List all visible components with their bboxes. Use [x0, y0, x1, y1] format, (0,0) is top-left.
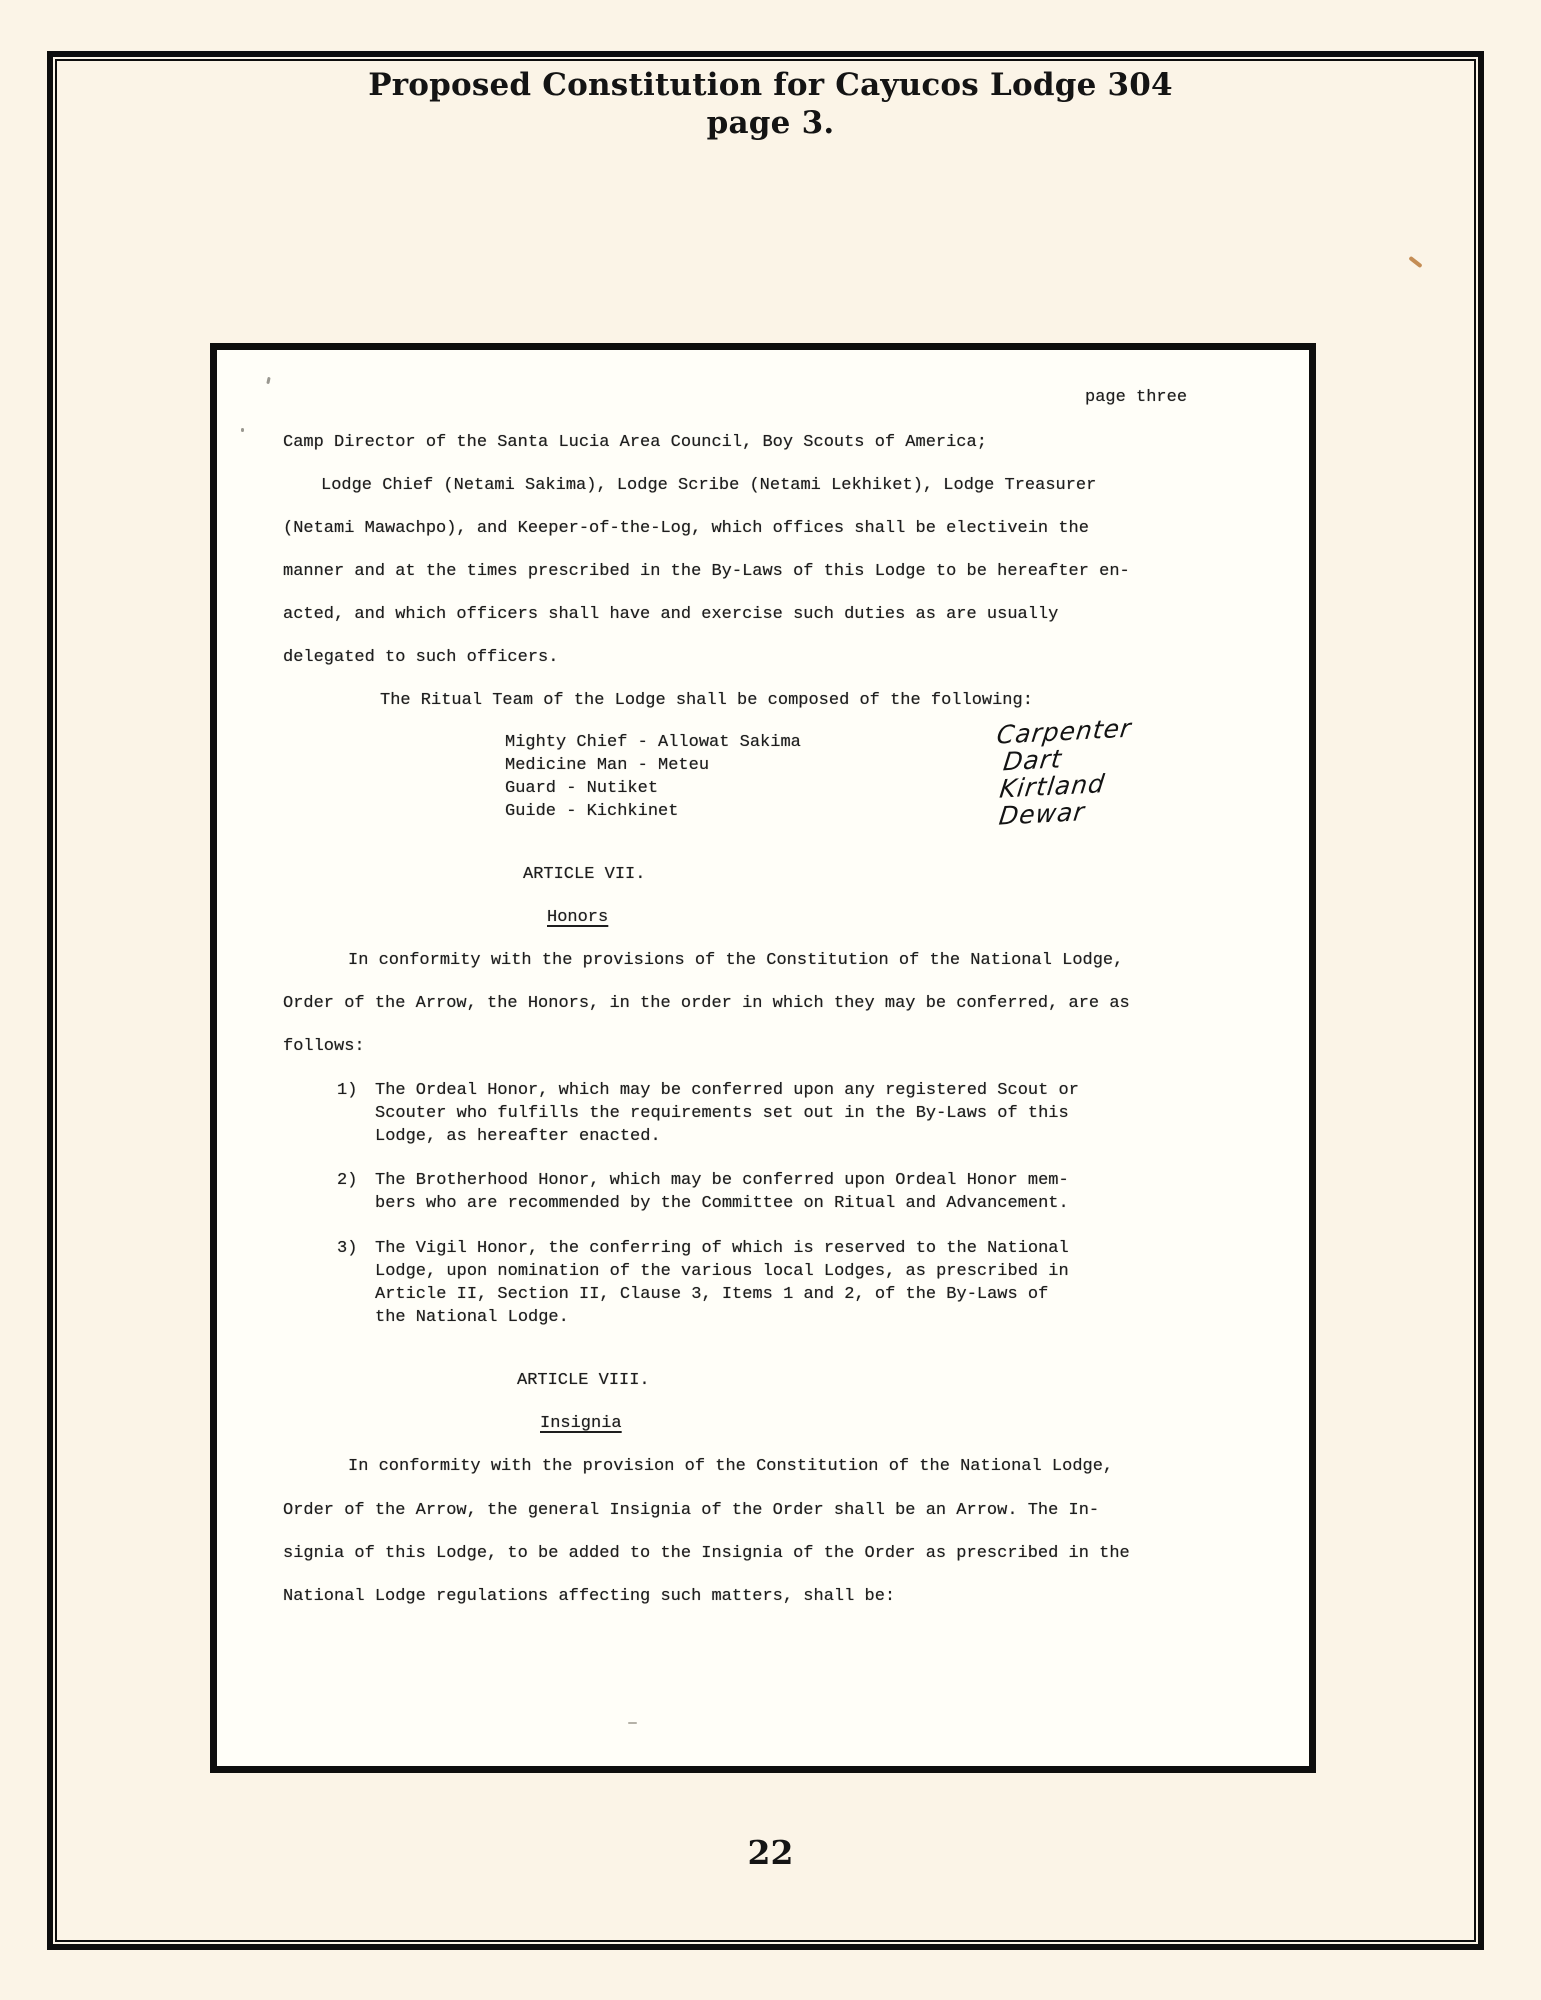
handwritten-name: Dewar — [997, 796, 1087, 831]
article-8-heading: ARTICLE VIII. — [517, 1371, 650, 1390]
document-title — [0, 66, 1541, 142]
typed-line: National Lodge regulations affecting such matters, shall be: — [283, 1587, 896, 1606]
list-line: The Ordeal Honor, which may be conferred upon any registered Scout or — [375, 1081, 1079, 1100]
title-line-1: Proposed Constitution for Cayucos Lodge 304 — [368, 67, 1173, 103]
typed-line: Lodge Chief (Netami Sakima), Lodge Scribe (Netami Lekhiket), Lodge Treasurer — [321, 476, 1097, 495]
typed-line: (Netami Mawachpo), and Keeper-of-the-Log, which offices shall be electivein the — [283, 519, 1089, 538]
typed-line: Order of the Arrow, the Honors, in the order in which they may be conferred, are as — [283, 994, 1130, 1013]
scanned-page — [210, 343, 1316, 1773]
article-7-subheading: Honors — [547, 908, 609, 927]
page-label: page three — [1085, 388, 1188, 407]
scan-speck — [266, 377, 270, 384]
typed-line: manner and at the times prescribed in the By-Laws of this Lodge to be hereafter en- — [283, 562, 1130, 581]
typed-line: Camp Director of the Santa Lucia Area Council, Boy Scouts of America; — [283, 433, 987, 452]
list-line: Scouter who fulfills the requirements set out in the By-Laws of this — [375, 1104, 1069, 1123]
typed-line: signia of this Lodge, to be added to the Insignia of the Order as prescribed in the — [283, 1544, 1130, 1563]
scan-speck — [628, 1722, 637, 1724]
list-number: 3) — [337, 1239, 358, 1258]
handwritten-name: Carpenter — [995, 713, 1134, 750]
page-number: 22 — [747, 1833, 794, 1872]
list-number: 2) — [337, 1171, 358, 1190]
typed-line: follows: — [283, 1037, 365, 1056]
typed-line: Order of the Arrow, the general Insignia of the Order shall be an Arrow. The In- — [283, 1501, 1100, 1520]
list-line: The Brotherhood Honor, which may be conferred upon Ordeal Honor mem- — [375, 1171, 1069, 1190]
article-8-subheading: Insignia — [540, 1414, 622, 1433]
ritual-team-line: Guide - Kichkinet — [505, 802, 679, 821]
typed-line: In conformity with the provisions of the Constitution of the National Lodge, — [348, 951, 1124, 970]
list-line: bers who are recommended by the Committee on Ritual and Advancement. — [375, 1194, 1069, 1213]
ritual-team-line: Mighty Chief - Allowat Sakima — [505, 733, 801, 752]
list-line: The Vigil Honor, the conferring of which is reserved to the National — [375, 1239, 1069, 1258]
list-number: 1) — [337, 1081, 358, 1100]
list-line: the National Lodge. — [375, 1308, 569, 1327]
title-line-2: page 3. — [706, 105, 835, 141]
typed-line: acted, and which officers shall have and exercise such duties as are usually — [283, 605, 1059, 624]
list-line: Lodge, upon nomination of the various local Lodges, as prescribed in — [375, 1262, 1069, 1281]
article-7-heading: ARTICLE VII. — [523, 865, 646, 884]
typed-line: In conformity with the provision of the Constitution of the National Lodge, — [348, 1457, 1114, 1476]
handwritten-name: Kirtland — [998, 768, 1107, 804]
handwritten-names — [996, 715, 1136, 830]
list-line: Lodge, as hereafter enacted. — [375, 1127, 661, 1146]
typed-line: The Ritual Team of the Lodge shall be composed of the following: — [380, 691, 1033, 710]
typed-line: delegated to such officers. — [283, 648, 559, 667]
list-line: Article II, Section II, Clause 3, Items 1 and 2, of the By-Laws of — [375, 1285, 1049, 1304]
ritual-team-line: Guard - Nutiket — [505, 779, 659, 798]
scan-speck — [241, 428, 244, 432]
ritual-team-line: Medicine Man - Meteu — [505, 756, 710, 775]
handwritten-name: Dart — [1001, 744, 1064, 777]
